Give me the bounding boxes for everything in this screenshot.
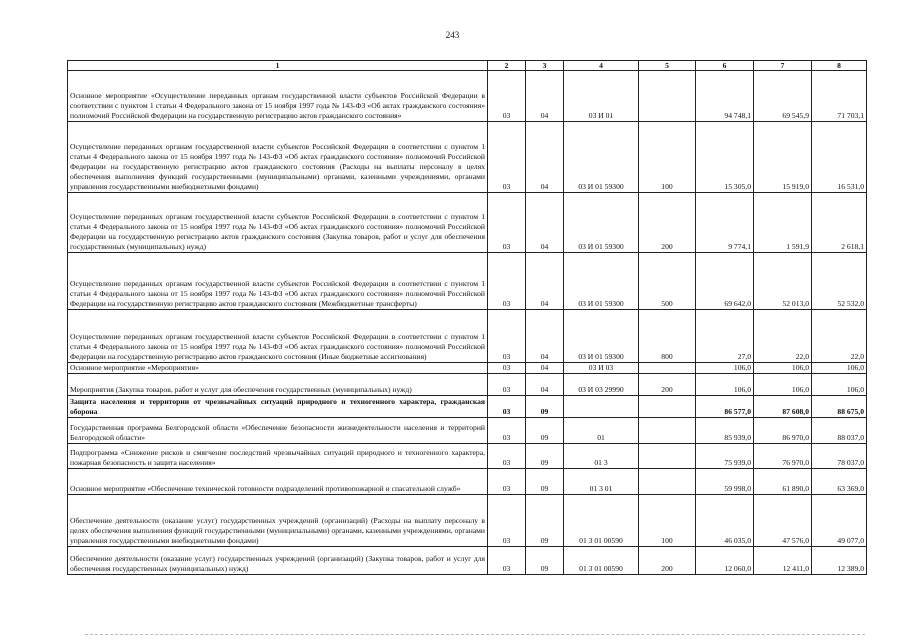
section-code: 03 [488, 374, 526, 396]
amount-year-3: 63 369,0 [812, 469, 867, 495]
row-description: Подпрограмма «Снижение рисков и смягчение последствий чрезвычайных ситуаций природного и техногенного характера, пожарная безопасность и защита населения» [68, 444, 488, 469]
table-row [68, 444, 867, 469]
table-row [68, 469, 867, 495]
target-article-code: 03 И 03 29990 [564, 374, 639, 396]
table-row [68, 310, 867, 363]
column-header: 8 [812, 61, 867, 71]
column-header: 6 [696, 61, 754, 71]
section-code: 03 [488, 444, 526, 469]
subsection-code: 09 [526, 444, 564, 469]
expense-type-code: 200 [639, 193, 696, 253]
bottom-rule [85, 634, 865, 635]
amount-year-3: 106,0 [812, 374, 867, 396]
table-body [68, 71, 867, 575]
expense-type-code: 100 [639, 495, 696, 547]
section-code: 03 [488, 495, 526, 547]
amount-year-3: 88 037,0 [812, 418, 867, 444]
amount-year-2: 106,0 [754, 363, 812, 374]
amount-year-1: 106,0 [696, 374, 754, 396]
row-description: Обеспечение деятельности (оказание услуг) государственных учреждений (организаций) (Расходы на выплату персоналу в целях обеспечения выполнения функций государственными (муниципальными) органами, казенными учреждениями, органами управления государственными внебюджетными фондами) [68, 495, 488, 547]
subsection-code: 09 [526, 418, 564, 444]
budget-table [67, 60, 867, 575]
row-description: Основное мероприятие «Мероприятия» [68, 363, 488, 374]
table-row [68, 418, 867, 444]
amount-year-2: 22,0 [754, 310, 812, 363]
expense-type-code [639, 469, 696, 495]
expense-type-code [639, 396, 696, 418]
target-article-code: 03 И 01 [564, 71, 639, 122]
amount-year-3: 52 532,0 [812, 253, 867, 310]
row-description: Осуществление переданных органам государственной власти субъектов Российской Федерации в соответствии с пунктом 1 статьи 4 Федерального закона от 15 ноября 1997 года № 143-ФЗ «Об актах гражданского состояния» полномочий Российской Федерации на государственную регистрацию актов гражданского состояния (Межбюджетные трансферты) [68, 253, 488, 310]
expense-type-code [639, 444, 696, 469]
amount-year-1: 85 939,0 [696, 418, 754, 444]
amount-year-1: 94 748,1 [696, 71, 754, 122]
target-article-code: 03 И 03 [564, 363, 639, 374]
row-description: Мероприятия (Закупка товаров, работ и услуг для обеспечения государственных (муниципальных) нужд) [68, 374, 488, 396]
header-row [68, 61, 867, 71]
table-row [68, 547, 867, 575]
section-code: 03 [488, 71, 526, 122]
page-number: 243 [445, 30, 460, 40]
expense-type-code [639, 71, 696, 122]
row-description: Защита населения и территории от чрезвычайных ситуаций природного и техногенного характера, гражданская оборона [68, 396, 488, 418]
expense-type-code: 200 [639, 547, 696, 575]
expense-type-code: 800 [639, 310, 696, 363]
subsection-code: 09 [526, 547, 564, 575]
amount-year-2: 52 013,0 [754, 253, 812, 310]
subsection-code: 04 [526, 363, 564, 374]
table-row [68, 193, 867, 253]
amount-year-2: 76 970,0 [754, 444, 812, 469]
target-article-code: 01 [564, 418, 639, 444]
column-header: 2 [488, 61, 526, 71]
amount-year-2: 15 919,0 [754, 122, 812, 193]
expense-type-code: 500 [639, 253, 696, 310]
row-description: Осуществление переданных органам государственной власти субъектов Российской Федерации в соответствии с пунктом 1 статьи 4 Федерального закона от 15 ноября 1997 года № 143-ФЗ «Об актах гражданского состояния» полномочий Российской Федерации на государственную регистрацию актов гражданского состояния (Расходы на выплаты персоналу в целях обеспечения выполнения функций государственными (муниципальными) органами, казенными учреждениями, органами управления государственными внебюджетными фондами) [68, 122, 488, 193]
section-code: 03 [488, 122, 526, 193]
target-article-code: 01 3 01 00590 [564, 495, 639, 547]
subsection-code: 04 [526, 374, 564, 396]
row-description: Осуществление переданных органам государственной власти субъектов Российской Федерации в соответствии с пунктом 1 статьи 4 Федерального закона от 15 ноября 1997 года № 143-ФЗ «Об актах гражданского состояния» полномочий Российской Федерации на государственную регистрацию актов гражданского состояния (Иные бюджетные ассигнования) [68, 310, 488, 363]
section-code: 03 [488, 253, 526, 310]
table-row [68, 396, 867, 418]
column-header: 5 [639, 61, 696, 71]
target-article-code [564, 396, 639, 418]
amount-year-3: 16 531,0 [812, 122, 867, 193]
amount-year-1: 12 060,0 [696, 547, 754, 575]
amount-year-1: 86 577,0 [696, 396, 754, 418]
target-article-code: 03 И 01 59300 [564, 310, 639, 363]
subsection-code: 04 [526, 310, 564, 363]
amount-year-2: 12 411,0 [754, 547, 812, 575]
table-row [68, 374, 867, 396]
expense-type-code [639, 418, 696, 444]
table-row [68, 71, 867, 122]
column-header: 7 [754, 61, 812, 71]
amount-year-1: 27,0 [696, 310, 754, 363]
row-description: Обеспечение деятельности (оказание услуг) государственных учреждений (организаций) (Закупка товаров, работ и услуг для обеспечения государственных (муниципальных) нужд) [68, 547, 488, 575]
amount-year-2: 69 545,9 [754, 71, 812, 122]
amount-year-1: 106,0 [696, 363, 754, 374]
subsection-code: 04 [526, 193, 564, 253]
table-row [68, 122, 867, 193]
target-article-code: 01 3 01 [564, 469, 639, 495]
row-description: Осуществление переданных органам государственной власти субъектов Российской Федерации в соответствии с пунктом 1 статьи 4 Федерального закона от 15 ноября 1997 года № 143-ФЗ «Об актах гражданского состояния» полномочий Российской Федерации на государственную регистрацию актов гражданского состояния (Закупка товаров, работ и услуг для обеспечения государственных (муниципальных) нужд) [68, 193, 488, 253]
amount-year-1: 75 939,0 [696, 444, 754, 469]
subsection-code: 04 [526, 253, 564, 310]
subsection-code: 09 [526, 469, 564, 495]
amount-year-3: 12 389,0 [812, 547, 867, 575]
amount-year-3: 22,0 [812, 310, 867, 363]
subsection-code: 04 [526, 71, 564, 122]
section-code: 03 [488, 193, 526, 253]
amount-year-3: 88 675,0 [812, 396, 867, 418]
subsection-code: 09 [526, 396, 564, 418]
expense-type-code: 100 [639, 122, 696, 193]
section-code: 03 [488, 547, 526, 575]
subsection-code: 09 [526, 495, 564, 547]
amount-year-3: 106,0 [812, 363, 867, 374]
amount-year-1: 59 998,0 [696, 469, 754, 495]
amount-year-2: 61 890,0 [754, 469, 812, 495]
expense-type-code: 200 [639, 374, 696, 396]
table-row [68, 363, 867, 374]
table-row [68, 495, 867, 547]
amount-year-2: 106,0 [754, 374, 812, 396]
column-header: 4 [564, 61, 639, 71]
subsection-code: 04 [526, 122, 564, 193]
amount-year-3: 78 037,0 [812, 444, 867, 469]
column-header: 3 [526, 61, 564, 71]
amount-year-3: 71 703,1 [812, 71, 867, 122]
column-header: 1 [68, 61, 488, 71]
expense-type-code [639, 363, 696, 374]
target-article-code: 03 И 01 59300 [564, 122, 639, 193]
section-code: 03 [488, 310, 526, 363]
section-code: 03 [488, 396, 526, 418]
target-article-code: 01 3 [564, 444, 639, 469]
target-article-code: 03 И 01 59300 [564, 193, 639, 253]
amount-year-2: 1 591,9 [754, 193, 812, 253]
target-article-code: 01 3 01 00590 [564, 547, 639, 575]
amount-year-1: 69 642,0 [696, 253, 754, 310]
target-article-code: 03 И 01 59300 [564, 253, 639, 310]
amount-year-1: 46 035,0 [696, 495, 754, 547]
section-code: 03 [488, 469, 526, 495]
amount-year-2: 86 970,0 [754, 418, 812, 444]
amount-year-2: 87 608,0 [754, 396, 812, 418]
row-description: Основное мероприятие «Обеспечение технической готовности подразделений противопожарной и спасательной служб» [68, 469, 488, 495]
row-description: Государственная программа Белгородской области «Обеспечение безопасности жизнедеятельности населения и территорий Белгородской области» [68, 418, 488, 444]
amount-year-1: 15 305,0 [696, 122, 754, 193]
amount-year-3: 49 077,0 [812, 495, 867, 547]
section-code: 03 [488, 418, 526, 444]
table-row [68, 253, 867, 310]
amount-year-3: 2 618,1 [812, 193, 867, 253]
amount-year-2: 47 576,0 [754, 495, 812, 547]
section-code: 03 [488, 363, 526, 374]
row-description: Основное мероприятие «Осуществление переданных органам государственной власти субъектов Российской Федерации в соответствии с пунктом 1 статьи 4 Федерального закона от 15 ноября 1997 года № 143-ФЗ «Об актах гражданского состояния» полномочий Российской Федерации на государственную регистрацию актов гражданского состояния» [68, 71, 488, 122]
amount-year-1: 9 774,1 [696, 193, 754, 253]
